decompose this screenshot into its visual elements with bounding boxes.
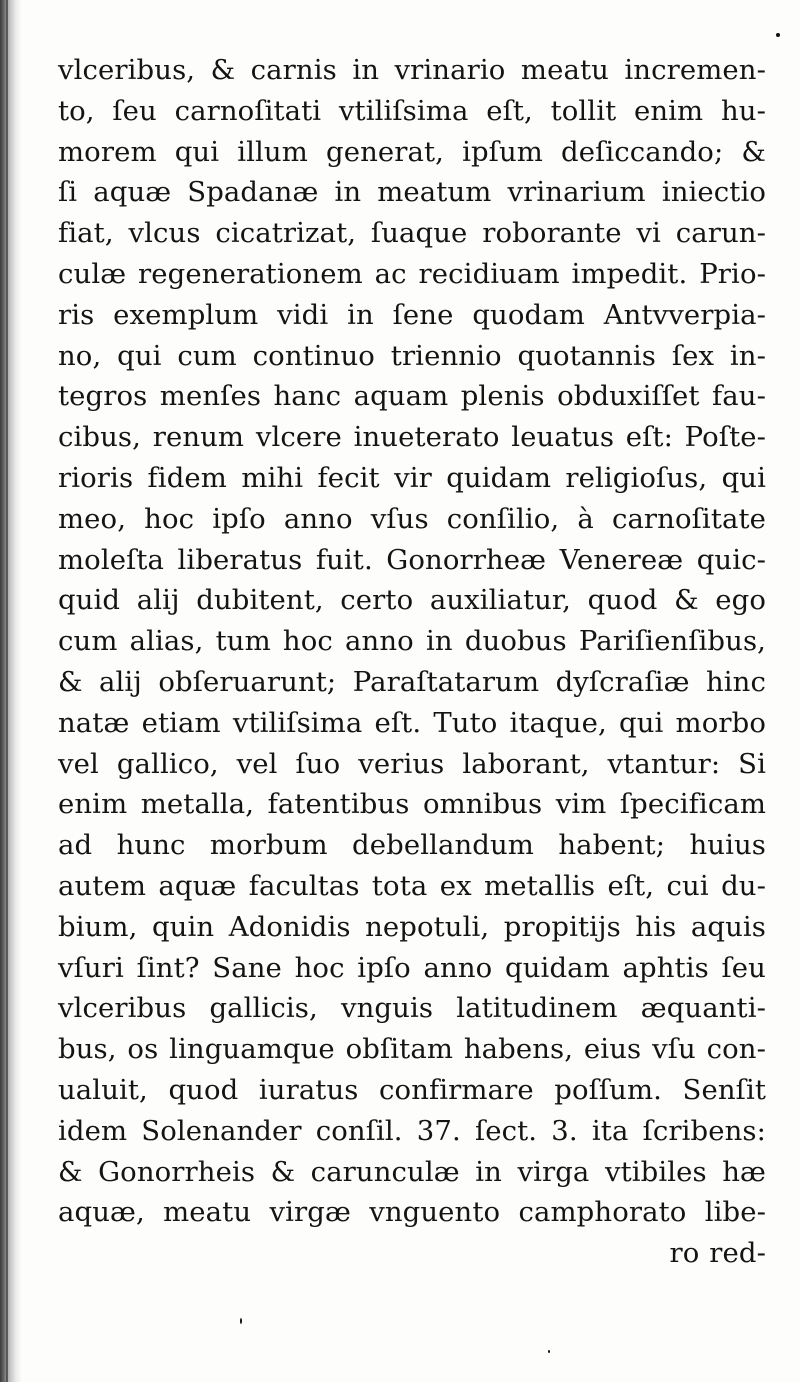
text-line: ris exemplum vidi in ſene quodam Antvverpia-	[58, 298, 766, 331]
text-line: morem qui illum generat, ipſum deſiccando; &	[58, 135, 766, 168]
text-line: vel gallico, vel ſuo verius laborant, vtantur: Si	[58, 747, 766, 780]
body-text	[58, 50, 766, 1274]
text-line: ad hunc morbum debellandum habent; huius	[58, 829, 766, 862]
text-line: quid alij dubitent, certo auxiliatur, quod & ego	[58, 584, 766, 617]
text-line: & alij obſeruarunt; Paraſtatarum dyſcraſiæ hinc	[58, 665, 766, 698]
text-line: to, ſeu carnoſitati vtiliſsima eſt, tollit enim hu-	[58, 94, 766, 127]
text-line: ſi aquæ Spadanæ in meatum vrinarium iniectio	[58, 176, 766, 209]
text-line: & Gonorrheis & carunculæ in virga vtibiles hæ	[58, 1155, 766, 1188]
catchword: ro red-	[669, 1237, 766, 1270]
text-line: moleſta liberatus fuit. Gonorrheæ Venereæ quic-	[58, 543, 766, 576]
ink-speck	[776, 33, 780, 37]
text-line: vlceribus gallicis, vnguis latitudinem æquanti-	[58, 992, 766, 1025]
text-line: vſuri ſint? Sane hoc ipſo anno quidam aphtis ſeu	[58, 951, 766, 984]
text-line: aquæ, meatu virgæ vnguento camphorato libe-	[58, 1196, 766, 1229]
text-line: cibus, renum vlcere inueterato leuatus eſt: Poſte-	[58, 421, 766, 454]
text-line: bium, quin Adonidis nepotuli, propitijs his aquis	[58, 910, 766, 943]
text-line: tegros menſes hanc aquam plenis obduxiſſet fau-	[58, 380, 766, 413]
ink-speck	[240, 1318, 242, 1324]
text-line: rioris fidem mihi fecit vir quidam religioſus, qui	[58, 461, 766, 494]
text-line: enim metalla, fatentibus omnibus vim ſpecificam	[58, 788, 766, 821]
page-gutter-shadow	[0, 0, 22, 1382]
binding-edge	[6, 0, 8, 1382]
text-line: fiat, vlcus cicatrizat, ſuaque roborante vi carun-	[58, 217, 766, 250]
text-line: no, qui cum continuo triennio quotannis ſex in-	[58, 339, 766, 372]
ink-speck	[548, 1350, 550, 1353]
text-line: natæ etiam vtiliſsima eſt. Tuto itaque, qui morbo	[58, 706, 766, 739]
text-line: ualuit, quod iuratus confirmare poſſum. Senſit	[58, 1073, 766, 1106]
text-line: idem Solenander conſil. 37. ſect. 3. ita ſcribens:	[58, 1114, 766, 1147]
text-line: culæ regenerationem ac recidiuam impedit. Prio-	[58, 257, 766, 290]
text-line: cum alias, tum hoc anno in duobus Pariſienſibus,	[58, 625, 766, 658]
text-line: meo, hoc ipſo anno vſus conſilio, à carnoſitate	[58, 502, 766, 535]
text-line: autem aquæ facultas tota ex metallis eſt, cui du-	[58, 869, 766, 902]
text-line: vlceribus, & carnis in vrinario meatu incremen-	[58, 54, 766, 86]
text-line: bus, os linguamque obſitam habens, eius vſu con-	[58, 1033, 766, 1066]
